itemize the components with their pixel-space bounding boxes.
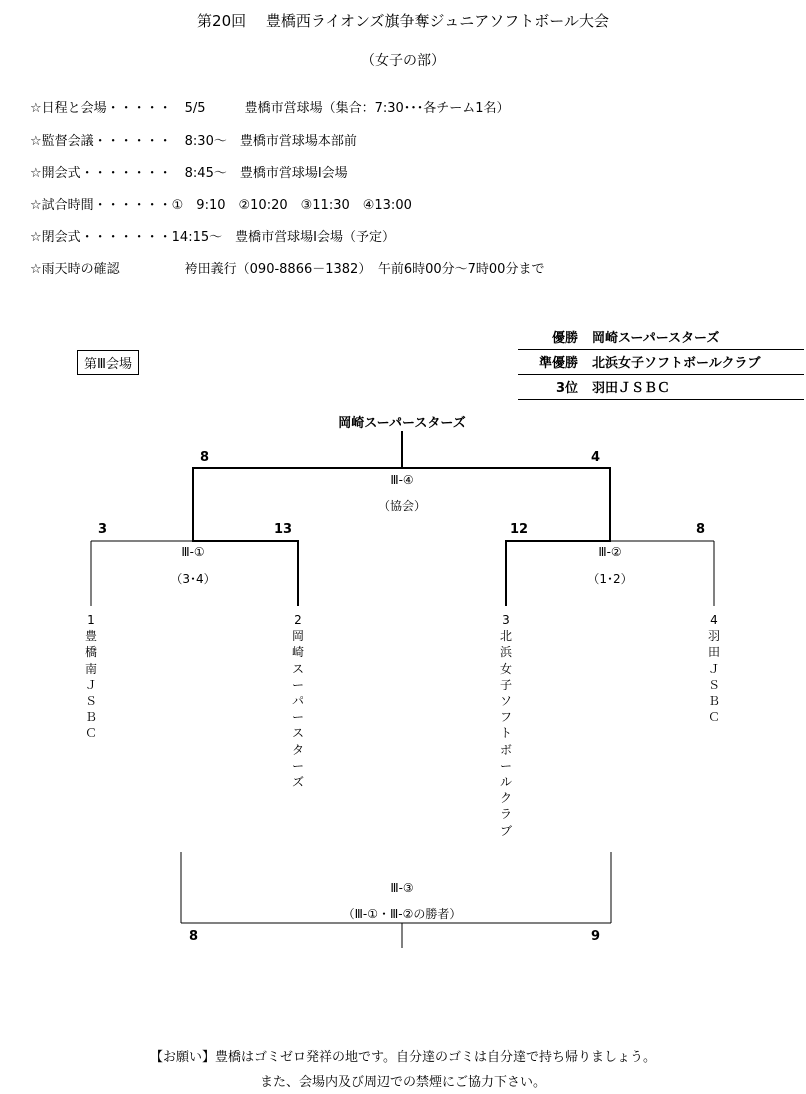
semi-left-match-label: Ⅲ-① <box>181 545 205 559</box>
team-number: 3 <box>502 613 510 627</box>
team-name: 豊橋南ＪＳＢＣ <box>84 629 97 741</box>
venue-label: 第Ⅲ会場 <box>77 350 139 375</box>
results-rank: 優勝 <box>518 325 582 350</box>
final-match-label: Ⅲ-④ <box>390 473 414 487</box>
team-number: 4 <box>710 613 718 627</box>
results-rank: 準優勝 <box>518 350 582 375</box>
footer-no-smoking: また、会場内及び周辺での禁煙にご協力下さい。 <box>259 1075 546 1090</box>
schedule-game-times: ☆試合時間・・・・・・① 9:10 ②10:20 ③11:30 ④13:00 <box>30 198 412 213</box>
semi-right-score-right: 8 <box>696 522 706 537</box>
results-team: 北浜女子ソフトボールクラブ <box>582 350 804 375</box>
team-number: 2 <box>294 613 302 627</box>
team-3 <box>496 612 516 839</box>
schedule-opening-ceremony: ☆開会式・・・・・・・ 8:45～ 豊橋市営球場Ⅰ会場 <box>30 166 348 181</box>
page-subtitle: （女子の部） <box>361 53 445 69</box>
results-team: 岡崎スーパースターズ <box>582 325 804 350</box>
team-2 <box>288 612 308 790</box>
results-rank: 3位 <box>518 375 582 400</box>
bracket-champion: 岡崎スーパースターズ <box>338 416 466 431</box>
semi-right-match-note: （1･2） <box>587 572 633 586</box>
third-place-score-left: 8 <box>189 929 199 944</box>
third-place-match-label: Ⅲ-③ <box>390 881 414 895</box>
team-name: 北浜女子ソフトボールクラブ <box>499 629 512 838</box>
team-number: 1 <box>87 613 95 627</box>
schedule-venue: ☆日程と会場・・・・・ 5/5 豊橋市営球場（集合：7:30･･･各チーム1名） <box>30 101 510 116</box>
schedule-closing-ceremony: ☆閉会式・・・・・・・14:15～ 豊橋市営球場Ⅰ会場（予定） <box>30 230 395 245</box>
final-score-right: 4 <box>591 450 601 465</box>
page-title: 第20回 豊橋西ライオンズ旗争奪ジュニアソフトボール大会 <box>197 12 609 30</box>
semi-right-score-left: 12 <box>510 522 529 537</box>
team-name: 羽田ＪＳＢＣ <box>707 629 720 725</box>
footer-request: 【お願い】豊橋はゴミゼロ発祥の地です。自分達のゴミは自分達で持ち帰りましょう。 <box>150 1050 656 1065</box>
third-place-score-right: 9 <box>591 929 601 944</box>
semi-right-match-label: Ⅲ-② <box>598 545 622 559</box>
semi-left-match-note: （3･4） <box>170 572 216 586</box>
schedule-managers-meeting: ☆監督会議・・・・・・ 8:30～ 豊橋市営球場本部前 <box>30 134 357 149</box>
final-match-note: （協会） <box>377 499 426 513</box>
schedule-rain-contact: ☆雨天時の確認 袴田義行（090-8866－1382） 午前6時00分～7時00分まで <box>30 262 545 277</box>
results-team: 羽田ＪＳＢＣ <box>582 375 804 400</box>
semi-left-score-right: 13 <box>274 522 293 537</box>
third-place-match-note: （Ⅲ-①・Ⅲ-②の勝者） <box>342 907 462 921</box>
final-score-left: 8 <box>200 450 210 465</box>
team-4 <box>704 612 724 725</box>
team-name: 岡崎スーパースターズ <box>291 629 304 790</box>
team-1 <box>81 612 101 742</box>
semi-left-score-left: 3 <box>98 522 108 537</box>
